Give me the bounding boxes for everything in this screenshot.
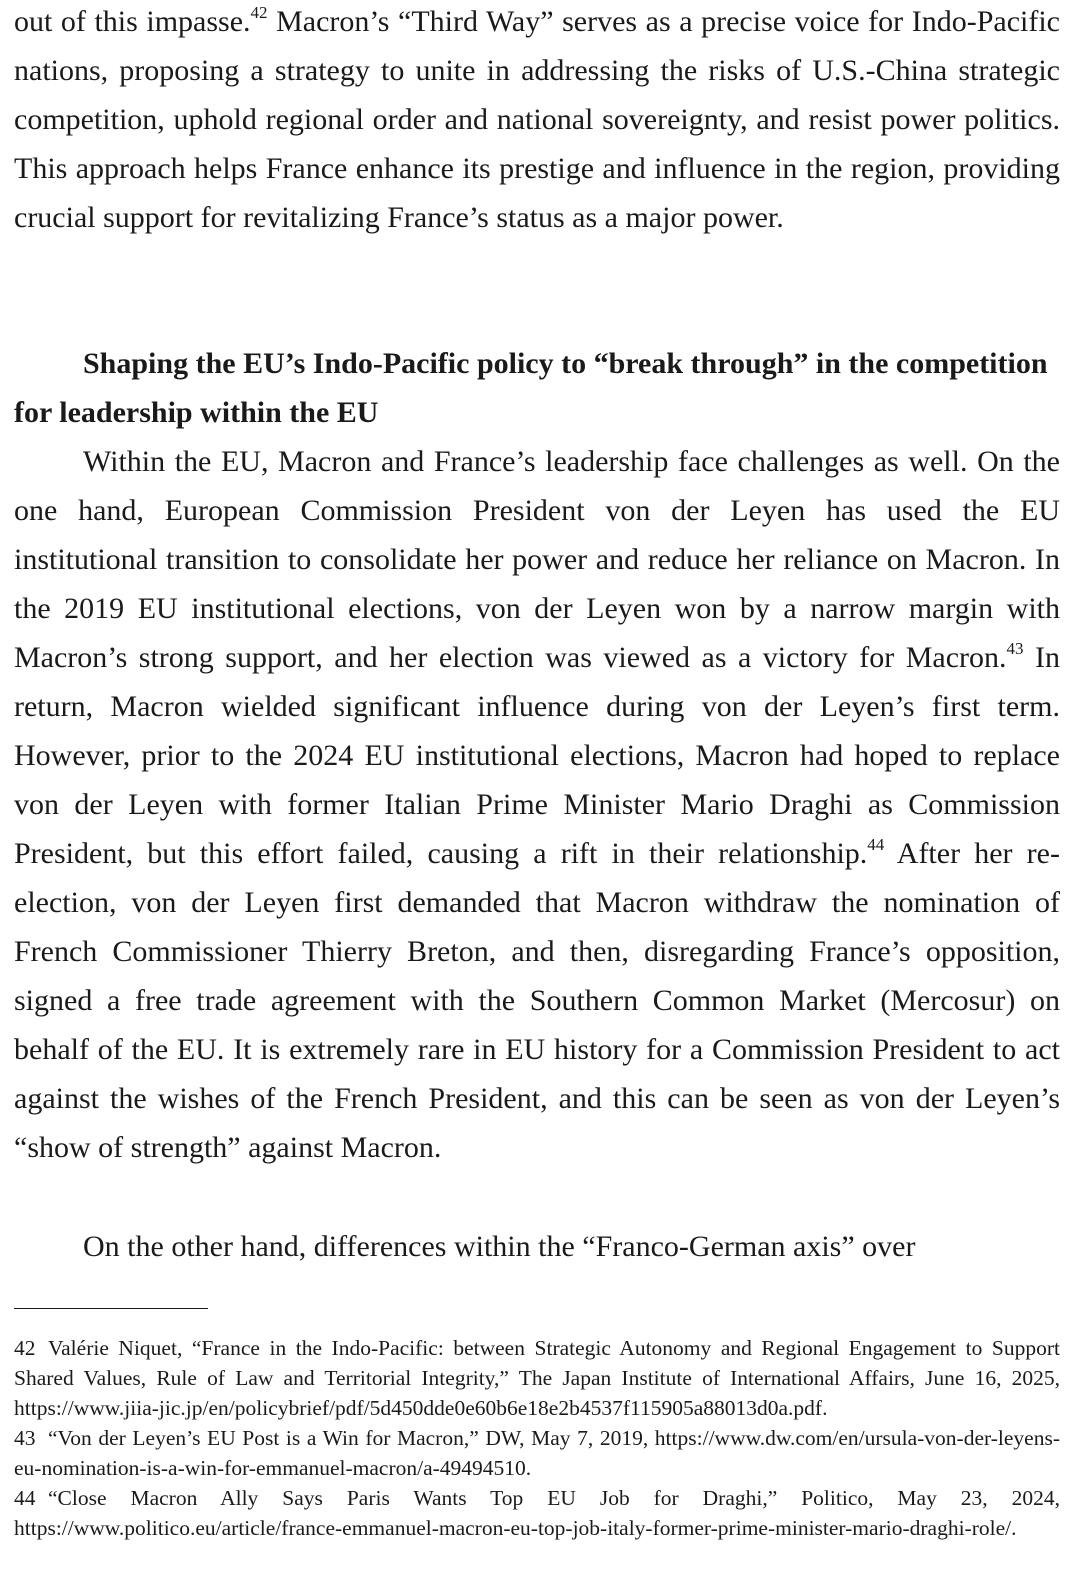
paragraph-text: On the other hand, differences within the “Franco-German axis” over xyxy=(83,1230,916,1263)
footnote-text: “Close Macron Ally Says Paris Wants Top EU Job for Draghi,” Politico, May 23, 2024, https://www.politico.eu/article/france-emmanuel-macron-eu-top-job-italy-former-prime-minister-mario-draghi-role/. xyxy=(14,1486,1060,1540)
footnote-reference[interactable]: 44 xyxy=(867,835,885,854)
footnote-item xyxy=(14,1483,1060,1543)
paragraph-text: After her re-election, von der Leyen first demanded that Macron withdraw the nomination of French Commissioner Thierry Breton, and then, disregarding France’s opposition, signed a free trade agreement with the Southern Common Market (Mercosur) on behalf of the EU. It is extremely rare in EU history for a Commission President to act against the wishes of the French President, and this can be seen as von der Leyen’s “show of strength” against Macron. xyxy=(14,837,1060,1164)
paragraph-text: Macron’s “Third Way” serves as a precise voice for Indo-Pacific nations, proposing a strategy to unite in addressing the risks of U.S.-China strategic competition, uphold regional order and national sovereignty, and resist power politics. This approach helps France enhance its prestige and influence in the region, providing crucial support for revitalizing France’s status as a major power. xyxy=(14,5,1060,234)
footnote-separator xyxy=(14,1308,208,1309)
paragraph-text: In return, Macron wielded significant influence during von der Leyen’s first term. However, prior to the 2024 EU institutional elections, Macron had hoped to replace von der Leyen with former Italian Prime Minister Mario Draghi as Commission President, but this effort failed, causing a rift in their relationship. xyxy=(14,641,1060,870)
footnote-text: Valérie Niquet, “France in the Indo-Pacific: between Strategic Autonomy and Regional Engagement to Support Shared Values, Rule of Law and Territorial Integrity,” The Japan Institute of International Affairs, June 16, 2025, https://www.jiia-jic.jp/en/policybrief/pdf/5d450dde0e60b6e18e2b4537f115905a88013d0a.pdf. xyxy=(14,1336,1060,1420)
footnote-reference[interactable]: 43 xyxy=(1006,639,1024,658)
footnote-item xyxy=(14,1333,1060,1423)
paragraph-text: out of this impasse. xyxy=(14,5,251,38)
footnote-number: 44 xyxy=(14,1486,36,1510)
footnote-reference[interactable]: 42 xyxy=(250,3,268,22)
footnotes xyxy=(14,1333,1060,1543)
paragraph-text: Within the EU, Macron and France’s leadership face challenges as well. On the one hand, European Commission President von der Leyen has used the EU institutional transition to consolidate her power and reduce her reliance on Macron. In the 2019 EU institutional elections, von der Leyen won by a narrow margin with Macron’s strong support, and her election was viewed as a victory for Macron. xyxy=(14,445,1060,674)
body-paragraph xyxy=(14,0,1060,242)
footnote-text: “Von der Leyen’s EU Post is a Win for Macron,” DW, May 7, 2019, https://www.dw.com/en/ursula-von-der-leyens-eu-nomination-is-a-win-for-emmanuel-macron/a-49494510. xyxy=(14,1426,1060,1480)
footnote-number: 42 xyxy=(14,1336,36,1360)
footnote-number: 43 xyxy=(14,1426,36,1450)
section-heading: Shaping the EU’s Indo-Pacific policy to “break through” in the competition for leadership within the EU xyxy=(14,347,1048,429)
body-paragraph xyxy=(14,437,1060,1172)
footnote-item xyxy=(14,1423,1060,1483)
body-paragraph xyxy=(14,1222,1060,1271)
